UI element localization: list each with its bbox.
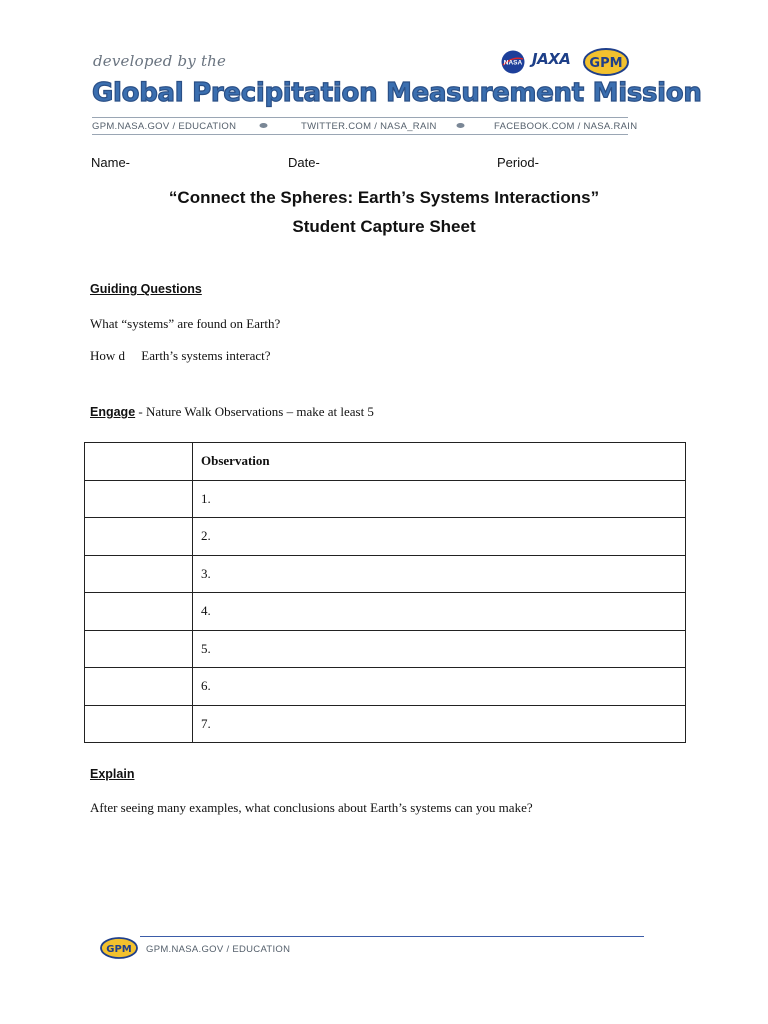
- table-cell-blank[interactable]: [85, 630, 193, 668]
- table-cell-blank[interactable]: [85, 705, 193, 743]
- table-row: [85, 555, 686, 593]
- table-cell-blank[interactable]: [85, 668, 193, 706]
- table-cell-blank[interactable]: [85, 555, 193, 593]
- guiding-question-2: How d Earth’s systems interact?: [90, 348, 271, 363]
- date-field-label: Date-: [288, 155, 320, 170]
- table-row: [85, 518, 686, 556]
- guiding-questions-heading: Guiding Questions: [90, 282, 202, 296]
- mission-title: Global Precipitation Measurement Mission: [92, 78, 702, 108]
- observation-cell[interactable]: 3.: [193, 555, 686, 593]
- engage-heading: Engage: [90, 405, 136, 419]
- banner-rule-top: [92, 117, 628, 118]
- page-subtitle: Student Capture Sheet: [292, 217, 476, 236]
- observation-cell[interactable]: 4.: [193, 593, 686, 631]
- table-cell-blank[interactable]: [85, 518, 193, 556]
- table-cell-blank[interactable]: [85, 443, 193, 481]
- observation-table: [84, 442, 686, 743]
- table-header-row: [85, 443, 686, 481]
- explain-text: After seeing many examples, what conclusions about Earth’s systems can you make?: [90, 800, 533, 815]
- link-twitter[interactable]: TWITTER.COM / NASA_RAIN: [301, 121, 437, 132]
- engage-text: - Nature Walk Observations – make at least 5: [135, 404, 374, 419]
- guiding-question-1: What “systems” are found on Earth?: [90, 316, 281, 331]
- name-field-label: Name-: [91, 155, 131, 170]
- observation-cell[interactable]: 7.: [193, 705, 686, 743]
- gpm-logo: [583, 48, 629, 76]
- table-row: [85, 480, 686, 518]
- page-title: “Connect the Spheres: Earth’s Systems Interactions”: [168, 188, 600, 207]
- footer-gpm-logo: [100, 937, 138, 959]
- link-education[interactable]: GPM.NASA.GOV / EDUCATION: [92, 121, 237, 132]
- table-row: [85, 668, 686, 706]
- droplet-icon: [456, 122, 465, 129]
- period-field-label: Period-: [497, 155, 539, 170]
- link-facebook[interactable]: FACEBOOK.COM / NASA.RAIN: [494, 121, 638, 132]
- observation-cell[interactable]: 5.: [193, 630, 686, 668]
- engage-line: [90, 403, 374, 421]
- table-row: [85, 630, 686, 668]
- table-row: [85, 593, 686, 631]
- table-cell-blank[interactable]: [85, 480, 193, 518]
- developed-by-text: developed by the: [93, 52, 227, 70]
- observation-cell[interactable]: 2.: [193, 518, 686, 556]
- table-row: [85, 705, 686, 743]
- footer-rule: [140, 936, 644, 937]
- nasa-logo-text: NASA: [503, 59, 523, 67]
- footer-link-education[interactable]: GPM.NASA.GOV / EDUCATION: [146, 944, 291, 955]
- jaxa-logo: JAXA: [532, 50, 571, 68]
- footer-gpm-logo-text: GPM: [106, 944, 132, 955]
- banner-rule-bottom: [92, 134, 628, 135]
- droplet-icon: [259, 122, 268, 129]
- table-cell-blank[interactable]: [85, 593, 193, 631]
- gpm-logo-text: GPM: [589, 56, 623, 71]
- observation-cell[interactable]: 6.: [193, 668, 686, 706]
- observation-column-header: Observation: [193, 443, 686, 481]
- nasa-logo: [501, 50, 525, 74]
- explain-heading: Explain: [90, 767, 135, 781]
- observation-cell[interactable]: 1.: [193, 480, 686, 518]
